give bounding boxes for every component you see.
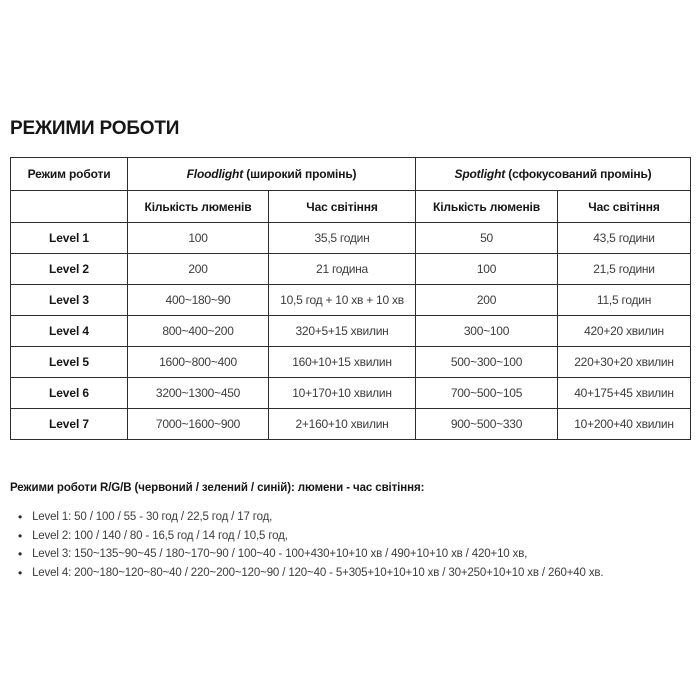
list-item	[10, 564, 603, 583]
spotlight-lumens-value: 900~500~330	[416, 409, 558, 440]
spotlight-lumens-value: 700~500~105	[416, 378, 558, 409]
table-row	[11, 223, 691, 254]
page-title: РЕЖИМИ РОБОТИ	[10, 118, 180, 139]
floodlight-lumens-value: 7000~1600~900	[128, 409, 269, 440]
rgb-level-3-text: • Level 3: 150~135~90~45 / 180~170~90 / 100~40 - 100+430+10+10 хв / 490+10+10 хв / 420+10 хв,	[32, 548, 528, 561]
table-row	[11, 254, 691, 285]
floodlight-lumens-value: 3200~1300~450	[128, 378, 269, 409]
spotlight-desc-label: (сфокусований промінь)	[505, 167, 652, 181]
floodlight-lumens-value: 800~400~200	[128, 316, 269, 347]
spotlight-time-value: 40+175+45 хвилин	[558, 378, 691, 409]
header-floodlight-time: Час світіння	[269, 191, 416, 223]
table-header-row-sub	[11, 191, 691, 223]
header-empty-cell	[11, 191, 128, 223]
spotlight-brand-label: Spotlight	[454, 167, 506, 181]
list-item	[10, 527, 603, 546]
header-mode-column: Режим роботи	[11, 158, 128, 191]
list-item	[10, 508, 603, 527]
level-label: Level 4	[11, 316, 128, 347]
spotlight-time-value: 10+200+40 хвилин	[558, 409, 691, 440]
level-label: Level 6	[11, 378, 128, 409]
spotlight-lumens-value: 50	[416, 223, 558, 254]
floodlight-lumens-value: 1600~800~400	[128, 347, 269, 378]
floodlight-desc-label: (широкий промінь)	[243, 167, 357, 181]
table-header-row-main	[11, 158, 691, 191]
spotlight-time-value: 21,5 години	[558, 254, 691, 285]
spotlight-lumens-value: 300~100	[416, 316, 558, 347]
table-row	[11, 347, 691, 378]
level-label: Level 3	[11, 285, 128, 316]
level-label: Level 2	[11, 254, 128, 285]
floodlight-lumens-value: 400~180~90	[128, 285, 269, 316]
level-label: Level 7	[11, 409, 128, 440]
floodlight-time-value: 10+170+10 хвилин	[269, 378, 416, 409]
rgb-modes-list	[10, 508, 603, 582]
spotlight-lumens-value: 500~300~100	[416, 347, 558, 378]
floodlight-time-value: 160+10+15 хвилин	[269, 347, 416, 378]
rgb-level-4-text: • Level 4: 200~180~120~80~40 / 220~200~120~90 / 120~40 - 5+305+10+10+10 хв / 30+250+10+10 хв / 260+40 хв.	[32, 566, 604, 579]
rgb-level-1-text: • Level 1: 50 / 100 / 55 - 30 год / 22,5 год / 17 год,	[32, 511, 273, 524]
spotlight-time-value: 220+30+20 хвилин	[558, 347, 691, 378]
floodlight-brand-label: Floodlight	[186, 167, 244, 181]
header-floodlight	[128, 158, 416, 191]
list-item	[10, 545, 603, 564]
table-row	[11, 409, 691, 440]
floodlight-time-value: 21 година	[269, 254, 416, 285]
floodlight-lumens-value: 100	[128, 223, 269, 254]
level-label: Level 5	[11, 347, 128, 378]
spotlight-lumens-value: 100	[416, 254, 558, 285]
level-label: Level 1	[11, 223, 128, 254]
header-spotlight-time: Час світіння	[558, 191, 691, 223]
modes-table	[10, 157, 691, 440]
table-row	[11, 378, 691, 409]
rgb-modes-heading: Режими роботи R/G/B (червоний / зелений / синій): люмени - час світіння:	[10, 482, 425, 494]
spotlight-lumens-value: 200	[416, 285, 558, 316]
header-floodlight-lumens: Кількість люменів	[128, 191, 269, 223]
floodlight-time-value: 320+5+15 хвилин	[269, 316, 416, 347]
floodlight-time-value: 2+160+10 хвилин	[269, 409, 416, 440]
floodlight-time-value: 10,5 год + 10 хв + 10 хв	[269, 285, 416, 316]
header-spotlight-lumens: Кількість люменів	[416, 191, 558, 223]
rgb-level-2-text: • Level 2: 100 / 140 / 80 - 16,5 год / 14 год / 10,5 год,	[32, 529, 288, 542]
spotlight-time-value: 11,5 годин	[558, 285, 691, 316]
floodlight-time-value: 35,5 годин	[269, 223, 416, 254]
spotlight-time-value: 43,5 години	[558, 223, 691, 254]
header-spotlight	[416, 158, 691, 191]
table-row	[11, 285, 691, 316]
table-row	[11, 316, 691, 347]
floodlight-lumens-value: 200	[128, 254, 269, 285]
spotlight-time-value: 420+20 хвилин	[558, 316, 691, 347]
